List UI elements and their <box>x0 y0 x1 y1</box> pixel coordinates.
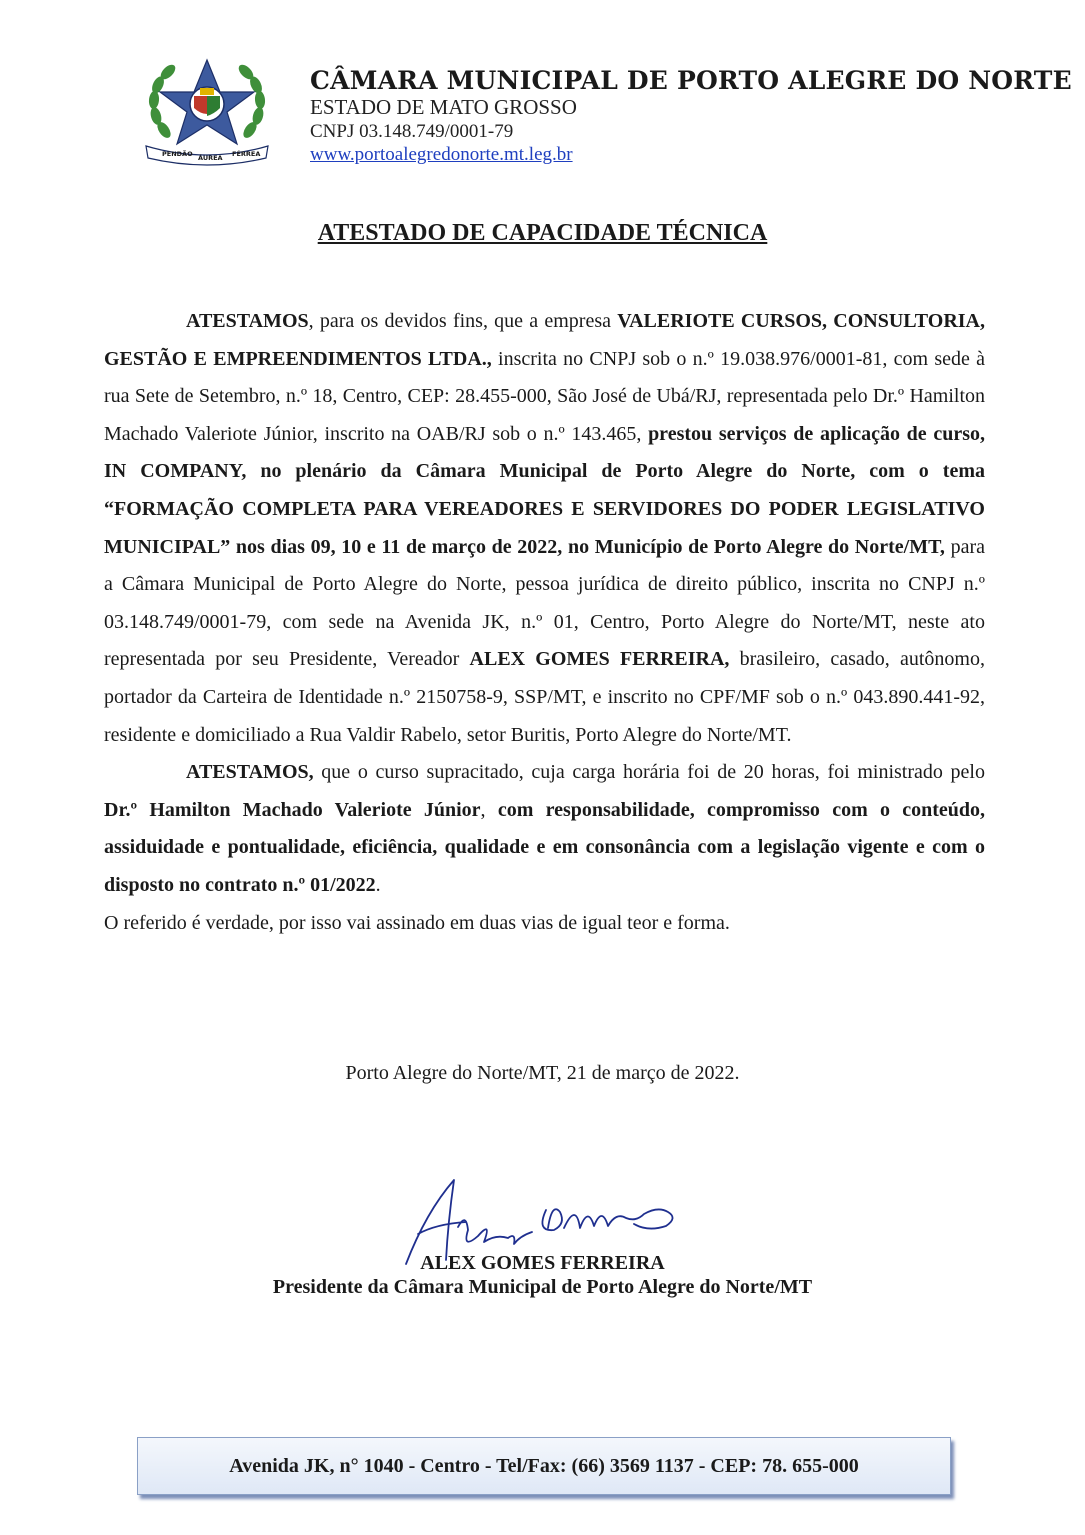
text: , <box>480 798 498 821</box>
paragraph-course <box>104 754 985 904</box>
signer-role: Presidente da Câmara Municipal de Porto Alegre do Norte/MT <box>272 1276 813 1298</box>
document-body <box>104 303 985 942</box>
org-cnpj: CNPJ 03.148.749/0001-79 <box>310 121 514 142</box>
org-state: ESTADO DE MATO GROSSO <box>310 95 577 119</box>
text-bold: ATESTAMOS, <box>186 761 314 784</box>
text-bold: com responsabilidade, compromisso com o conteúdo, assiduidade e pontualidade, eficiência, qualidade e em consonância com a legislação vigente e com o disposto no contrato n.º 01/2022 <box>104 798 986 896</box>
shield-icon <box>190 87 224 121</box>
coat-of-arms-logo <box>142 52 272 168</box>
ribbon-word: FÉRREA <box>232 150 261 158</box>
text: , para os devidos fins, que a empresa <box>308 310 618 332</box>
paragraph-attestation <box>104 303 985 754</box>
footer-address: Avenida JK, n° 1040 - Centro - Tel/Fax: (66) 3569 1137 - CEP: 78. 655-000 <box>229 1454 859 1477</box>
text-bold: ALEX GOMES FERREIRA, <box>469 648 730 671</box>
text-bold: ATESTAMOS <box>186 310 309 332</box>
date-line: Porto Alegre do Norte/MT, 21 de março de 2022. <box>345 1062 740 1084</box>
text-bold: Dr.º Hamilton Machado Valeriote Júnior <box>104 798 481 821</box>
signer-name: ALEX GOMES FERREIRA <box>420 1252 665 1274</box>
org-name: CÂMARA MUNICIPAL DE PORTO ALEGRE DO NORTE <box>310 66 1072 95</box>
ribbon-word: PENDÃO <box>162 150 193 158</box>
text-bold: prestou serviços de aplicação de curso, IN COMPANY, no plenário da Câmara Municipal de Porto Alegre do Norte, com o tema “FORMAÇÃO COMPLETA PARA VEREADORES E SERVIDORES DO PODER LEGISLATIVO MUNICIPAL” nos dias 09, 10 e 11 de março de 2022, no Município de Porto Alegre do Norte/MT, <box>104 422 985 558</box>
text-bold: VALERIOTE CURSOS, CONSULTORIA, GESTÃO E EMPREENDIMENTOS LTDA., <box>104 310 985 370</box>
ribbon-word: ÁUREA <box>198 154 223 162</box>
text: . <box>375 873 381 896</box>
text: inscrita no CNPJ sob o n.º 19.038.976/0001-81, com sede à rua Sete de Setembro, n.º 18, Centro, CEP: 28.455-000, São José de Ubá/RJ, representada pelo Dr.º Hamilton Machado Valeriote Júnior, inscrito na OAB/RJ sob o n.º 143.465, <box>104 347 985 445</box>
text: que o curso supracitado, cuja carga horária foi de 20 horas, foi ministrado pelo <box>313 761 985 784</box>
footer-address-box <box>137 1437 951 1495</box>
text: para a Câmara Municipal de Porto Alegre do Norte, pessoa jurídica de direito público, inscrita no CNPJ n.º 03.148.749/0001-79, com sede na Avenida JK, n.º 01, Centro, Porto Alegre do Norte/MT, neste ato representada por seu Presidente, Vereador <box>104 535 985 671</box>
document-title: ATESTADO DE CAPACIDADE TÉCNICA <box>317 220 768 246</box>
paragraph-closing: O referido é verdade, por isso vai assinado em duas vias de igual teor e forma. <box>104 911 730 934</box>
website-link[interactable]: www.portoalegredonorte.mt.leg.br <box>310 144 573 165</box>
text: brasileiro, casado, autônomo, portador da Carteira de Identidade n.º 2150758-9, SSP/MT, e inscrito no CPF/MF sob o n.º 043.890.441-92, residente e domiciliado a Rua Valdir Rabelo, setor Buritis, Porto Alegre do Norte/MT. <box>104 648 985 746</box>
letterhead <box>310 66 1072 166</box>
